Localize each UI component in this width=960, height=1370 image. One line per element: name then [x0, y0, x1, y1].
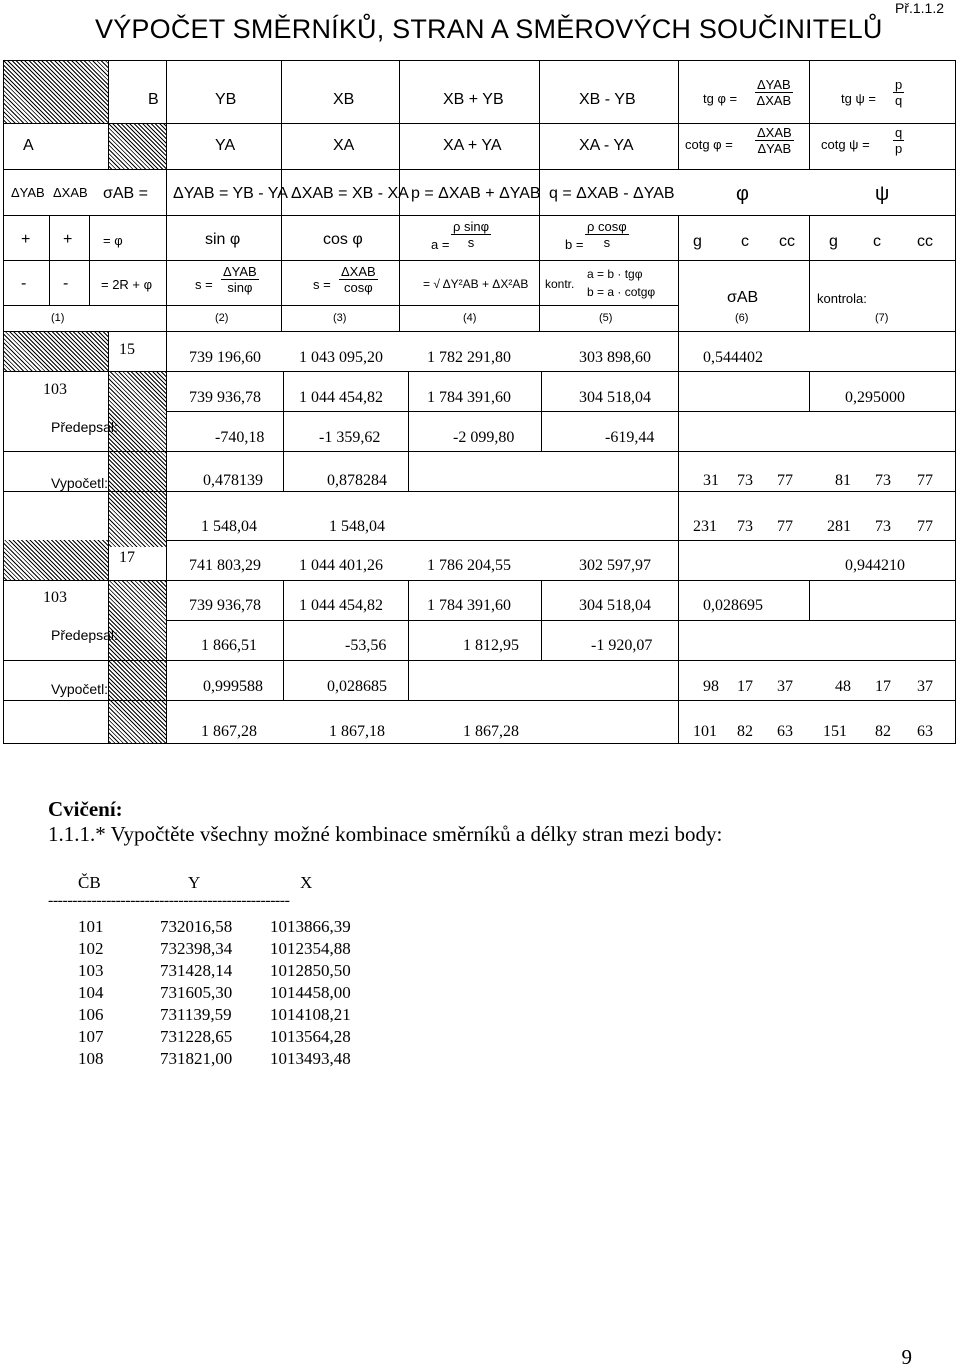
tg-phi-label: tg φ = — [703, 91, 738, 106]
ex2-tg-psi: 0,944210 — [845, 557, 905, 574]
ex2-xb: 1 044 401,26 — [299, 557, 383, 574]
s-root-formula: = √ ΔY²AB + ΔX²AB — [423, 277, 529, 291]
ex1-sigma-cc: 77 — [777, 518, 793, 535]
hatch-cell — [108, 123, 166, 169]
ex1-psi-g: 81 — [835, 472, 851, 489]
ya-label: YA — [215, 137, 236, 154]
hatch-cell — [3, 60, 108, 123]
ex1-ya: 739 936,78 — [189, 389, 261, 406]
ex2-yb: 741 803,29 — [189, 557, 261, 574]
ex2-predepsal: Předepsal: — [51, 627, 118, 643]
page-title: VÝPOČET SMĚRNÍKŮ, STRAN A SMĚROVÝCH SOUČINITELŮ — [95, 14, 883, 44]
ex2-q: -1 920,07 — [591, 637, 653, 654]
ex2-s1: 1 867,28 — [201, 723, 257, 740]
list-x: 1013564,28 — [270, 1027, 351, 1046]
ex1-p: -2 099,80 — [453, 429, 515, 446]
ex1-tg-psi: 0,295000 — [845, 389, 905, 406]
col-number: (7) — [875, 312, 889, 324]
b-eq-label: b = — [565, 237, 584, 252]
ex2-point-b: 17 — [119, 549, 135, 566]
ex1-psi-cc: 77 — [917, 472, 933, 489]
ex2-diff-b: 302 597,97 — [579, 557, 651, 574]
ex2-xa: 1 044 454,82 — [299, 597, 383, 614]
ex2-s3: 1 867,28 — [463, 723, 519, 740]
ex1-point-a: 103 — [43, 381, 67, 398]
ex2-ya: 739 936,78 — [189, 597, 261, 614]
ex2-sigma-c: 82 — [737, 723, 753, 740]
minus-sign: - — [63, 275, 69, 292]
kontr-b-formula: b = a · cotgφ — [587, 285, 656, 299]
list-x: 1014108,21 — [270, 1005, 351, 1024]
a-eq-label: a = — [431, 237, 450, 252]
list-header-x: X — [300, 873, 313, 892]
ex1-phi-c: 73 — [737, 472, 753, 489]
ex2-sigma-cc: 63 — [777, 723, 793, 740]
list-header-y: Y — [188, 873, 201, 892]
c-label: c — [741, 233, 749, 250]
a-fraction: $\frac{\text{ρ sinφ}}{s}$ — [453, 219, 490, 250]
list-y: 731605,30 — [160, 983, 233, 1002]
ex1-predepsal: Předepsal: — [51, 419, 118, 435]
ex1-tg: 0,544402 — [703, 349, 763, 366]
cos-phi-label: cos φ — [323, 231, 363, 248]
list-rule: -------------------------------------------------- — [48, 892, 290, 909]
point-a-label: A — [23, 137, 34, 154]
list-y: 732398,34 — [160, 939, 233, 958]
ex1-diff-a: 304 518,04 — [579, 389, 651, 406]
list-y: 731821,00 — [160, 1049, 233, 1068]
exercise-task: 1.1.1.* Vypočtěte všechny možné kombinace směrníků a délky stran mezi body: — [48, 822, 723, 846]
b-fraction: $\frac{\text{ρ cosφ}}{s}$ — [587, 219, 627, 250]
ex2-kontrola-c: 82 — [875, 723, 891, 740]
col-number: (5) — [599, 312, 613, 324]
kontrola-label: kontrola: — [817, 291, 867, 306]
ex1-cos: 0,878284 — [327, 472, 387, 489]
s-cos-fraction: ΔXAB cosφ — [341, 264, 376, 295]
list-x: 1013866,39 — [270, 917, 351, 936]
xa-label: XA — [333, 137, 355, 154]
sigma-label: σAB = — [103, 185, 149, 202]
tg-psi-fraction: $\frac{p}{q}$ — [895, 77, 903, 108]
ex2-point-a: 103 — [43, 589, 67, 606]
xa-minus-ya-label: XA - YA — [579, 137, 634, 154]
hatch-cell — [108, 371, 166, 547]
tg-psi-label: tg ψ = — [841, 91, 876, 106]
ex2-dx: -53,56 — [345, 637, 387, 654]
ex1-dx: -1 359,62 — [319, 429, 381, 446]
kontr-label: kontr. — [545, 277, 575, 291]
exercise-title: Cvičení: — [48, 797, 123, 821]
xa-plus-ya-label: XA + YA — [443, 137, 502, 154]
xb-minus-yb-label: XB - YB — [579, 91, 636, 108]
phi-symbol: φ — [736, 183, 749, 205]
gon-label: g — [693, 233, 702, 250]
ex1-s2: 1 548,04 — [329, 518, 385, 535]
q-equation: q = ΔXAB - ΔYAB — [549, 185, 675, 202]
ex1-xb: 1 043 095,20 — [299, 349, 383, 366]
ex1-sin: 0,478139 — [203, 472, 263, 489]
hatch-cell — [3, 540, 108, 580]
ex2-phi-c: 17 — [737, 678, 753, 695]
cc-label: cc — [917, 233, 933, 250]
cotg-phi-label: cotg φ = — [685, 137, 733, 152]
ex2-sum-a: 1 784 391,60 — [427, 597, 511, 614]
plus-sign: + — [63, 231, 73, 248]
psi-symbol: ψ — [875, 183, 890, 205]
delta-y-equation: ΔYAB = YB - YA — [173, 185, 288, 202]
ex2-diff-a: 304 518,04 — [579, 597, 651, 614]
s-sin-fraction: ΔYAB sinφ — [223, 264, 257, 295]
ex2-tg: 0,028695 — [703, 597, 763, 614]
list-y: 731228,65 — [160, 1027, 233, 1046]
list-point: 107 — [78, 1027, 104, 1046]
cc-label: cc — [779, 233, 795, 250]
sigma-ab-label: σAB — [727, 289, 759, 306]
ex2-cos: 0,028685 — [327, 678, 387, 695]
list-point: 108 — [78, 1049, 104, 1068]
ex2-phi-g: 98 — [703, 678, 719, 695]
ex2-sum-b: 1 786 204,55 — [427, 557, 511, 574]
ex2-dy: 1 866,51 — [201, 637, 257, 654]
col-number: (6) — [735, 312, 749, 324]
ex2-phi-cc: 37 — [777, 678, 793, 695]
ex1-sigma-g: 231 — [693, 518, 717, 535]
ex2-vypocetl: Vypočetl: — [51, 681, 109, 697]
cotg-psi-label: cotg ψ = — [821, 137, 870, 152]
sin-phi-label: sin φ — [205, 231, 241, 248]
ex2-s2: 1 867,18 — [329, 723, 385, 740]
kontr-a-formula: a = b · tgφ — [587, 267, 643, 281]
ex2-sigma-g: 101 — [693, 723, 717, 740]
col-number: (1) — [51, 312, 65, 324]
yb-label: YB — [215, 91, 237, 108]
list-y: 731139,59 — [160, 1005, 232, 1024]
delta-x-equation: ΔXAB = XB - XA — [291, 185, 409, 202]
list-point: 101 — [78, 917, 104, 936]
computation-form — [3, 60, 956, 744]
ex1-yb: 739 196,60 — [189, 349, 261, 366]
list-y: 731428,14 — [160, 961, 233, 980]
tg-phi-fraction: ΔYAB ΔXAB — [756, 77, 792, 108]
ex1-phi-g: 31 — [703, 472, 719, 489]
point-b-label: B — [148, 91, 159, 108]
hatch-cell — [108, 580, 166, 744]
ex1-point-b: 15 — [119, 341, 135, 358]
ex1-q: -619,44 — [605, 429, 655, 446]
eq-phi-label: = φ — [103, 233, 123, 248]
hatch-cell — [3, 331, 108, 371]
ex1-phi-cc: 77 — [777, 472, 793, 489]
eq-2r-phi-label: = 2R + φ — [101, 277, 153, 292]
cotg-phi-fraction: ΔXAB ΔYAB — [757, 125, 792, 156]
delta-x-label: ΔXAB — [53, 185, 88, 200]
list-header-cb: ČB — [78, 873, 101, 892]
col-number: (3) — [333, 312, 347, 324]
s-eq-label: s = — [313, 277, 331, 292]
s-eq-label: s = — [195, 277, 213, 292]
ex2-kontrola-cc: 63 — [917, 723, 933, 740]
list-point: 103 — [78, 961, 104, 980]
ex1-kontrola-g: 281 — [827, 518, 851, 535]
ex2-psi-g: 48 — [835, 678, 851, 695]
list-x: 1014458,00 — [270, 983, 351, 1002]
ex2-sin: 0,999588 — [203, 678, 263, 695]
list-point: 106 — [78, 1005, 104, 1024]
delta-y-label: ΔYAB — [11, 185, 45, 200]
ex1-s1: 1 548,04 — [201, 518, 257, 535]
ex1-sum-b: 1 782 291,80 — [427, 349, 511, 366]
page-reference: Př.1.1.2 — [894, 0, 944, 16]
list-point: 102 — [78, 939, 104, 958]
ex2-psi-cc: 37 — [917, 678, 933, 695]
ex1-xa: 1 044 454,82 — [299, 389, 383, 406]
minus-sign: - — [21, 275, 27, 292]
col-number: (2) — [215, 312, 229, 324]
p-equation: p = ΔXAB + ΔYAB — [411, 185, 541, 202]
ex2-kontrola-g: 151 — [823, 723, 847, 740]
list-x: 1012354,88 — [270, 939, 351, 958]
page-number: 9 — [901, 1345, 912, 1369]
ex2-psi-c: 17 — [875, 678, 891, 695]
plus-sign: + — [21, 231, 31, 248]
ex1-sigma-c: 73 — [737, 518, 753, 535]
list-x: 1012850,50 — [270, 961, 351, 980]
ex1-diff-b: 303 898,60 — [579, 349, 651, 366]
ex1-dy: -740,18 — [215, 429, 265, 446]
col-number: (4) — [463, 312, 477, 324]
ex2-p: 1 812,95 — [463, 637, 519, 654]
list-x: 1013493,48 — [270, 1049, 351, 1068]
ex1-psi-c: 73 — [875, 472, 891, 489]
ex1-kontrola-cc: 77 — [917, 518, 933, 535]
xb-label: XB — [333, 91, 355, 108]
ex1-kontrola-c: 73 — [875, 518, 891, 535]
ex1-vypocetl: Vypočetl: — [51, 475, 109, 491]
c-label: c — [873, 233, 881, 250]
list-y: 732016,58 — [160, 917, 233, 936]
list-point: 104 — [78, 983, 104, 1002]
cotg-psi-fraction: $\frac{q}{p}$ — [895, 125, 903, 156]
ex1-sum-a: 1 784 391,60 — [427, 389, 511, 406]
gon-label: g — [829, 233, 838, 250]
xb-plus-yb-label: XB + YB — [443, 91, 504, 108]
